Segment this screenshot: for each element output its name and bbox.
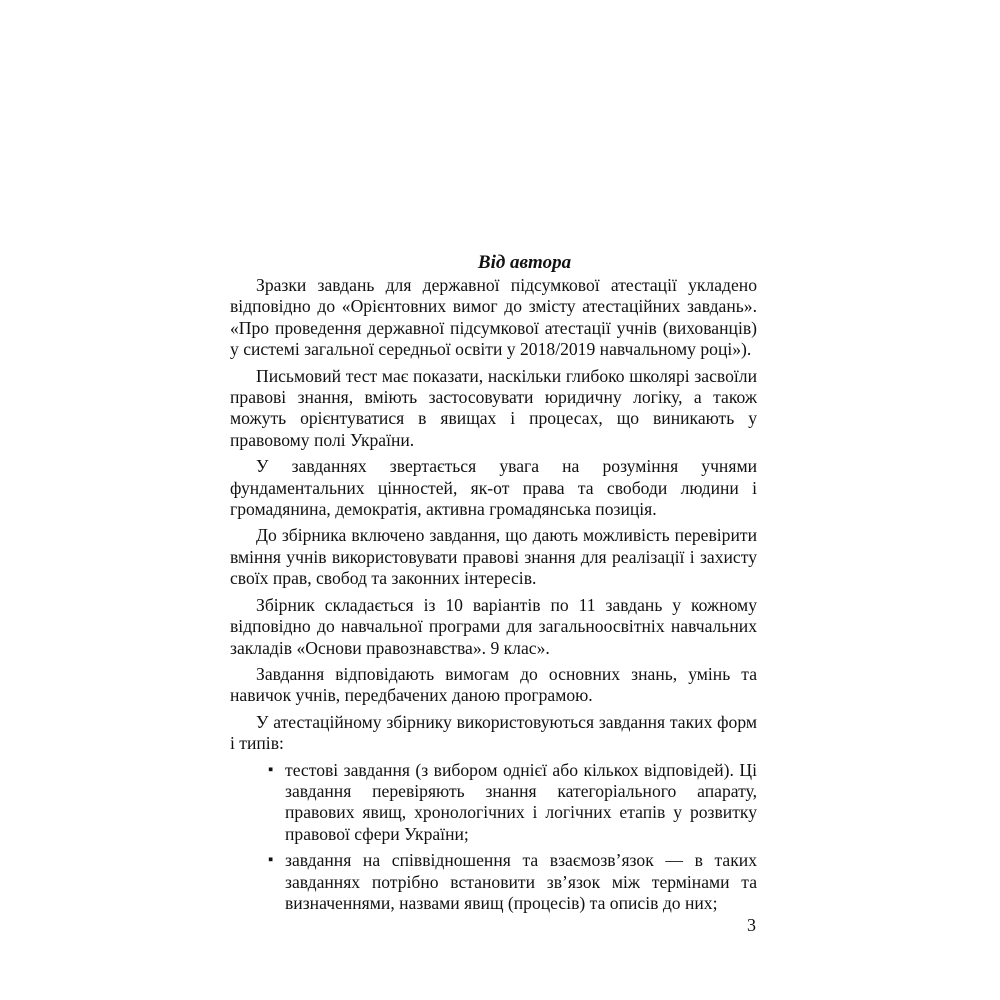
paragraph-7: У атестаційному збірнику використовуються завдання таких форм і типів: [230,711,757,754]
list-item [230,850,757,914]
paragraph-5: Збірник складається із 10 варіантів по 11 завдань у кожному відповідно до навчальної програми для загальноосвітніх навчальних закладів «Основи правознавства». 9 клас». [230,594,757,658]
paragraph-6: Завдання відповідають вимогам до основних знань, умінь та навичок учнів, передбачених даною програмою. [230,663,757,706]
bullet-icon: ▪ [268,852,274,869]
paragraph-3: У завданнях звертається увага на розуміння учнями фундаментальних цінностей, як-от права та свободи людини і громадянина, демократія, активна громадянська позиція. [230,456,757,520]
list-item-text: завдання на співвідношення та взаємозв’язок — в таких завданнях потрібно встановити зв’язок між термінами та визначеннями, назвами явищ (процесів) та описів до них; [285,850,757,913]
paragraph-1: Зразки завдань для державної підсумкової атестації укладено відповідно до «Орієнтовних вимог до змісту атестаційних завдань». «Про проведення державної підсумкової атестації учнів (вихованців) у системі загальної середньої освіти у 2018/2019 навчальному році»). [230,275,757,360]
paragraph-2: Письмовий тест має показати, наскільки глибоко школярі засвоїли правові знання, вміють застосовувати юридичну логіку, а також можуть орієнтуватися в явищах і процесах, що виникають у правовому полі України. [230,365,757,450]
bullet-icon: ▪ [268,761,274,778]
task-types-list [230,760,757,915]
list-item-text: тестові завдання (з вибором однієї або кількох відповідей). Ці завдання перевіряють знання категоріального апарату, правових явищ, хронологічних і логічних етапів у розвитку правової сфери України; [285,759,757,844]
page-number: 3 [747,915,756,935]
section-title: Від автора [477,252,572,273]
paragraph-4: До збірника включено завдання, що дають можливість перевірити вміння учнів використовувати правові знання для реалізації і захисту своїх прав, свобод та законних інтересів. [230,525,757,589]
page-content [230,252,757,919]
list-item [230,760,757,846]
